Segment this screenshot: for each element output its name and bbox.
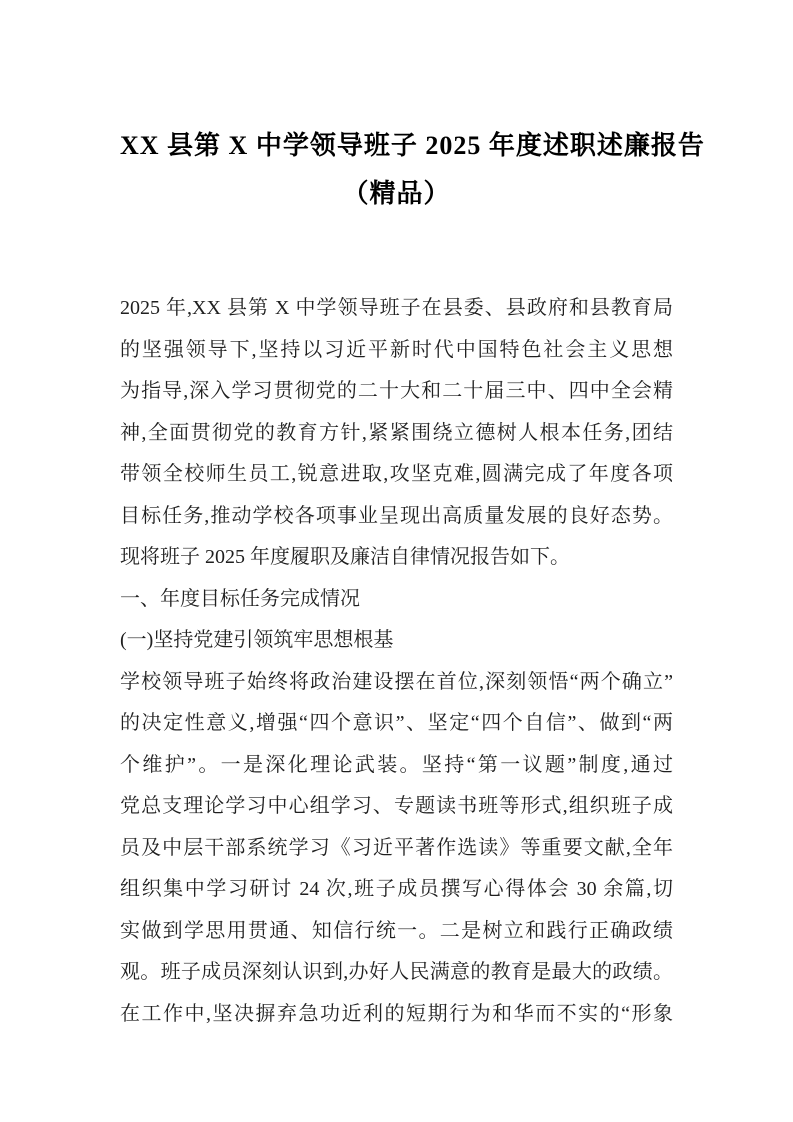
- document-content: [120, 0, 705, 1035]
- body-line: 组织集中学习研讨 24 次,班子成员撰写心得体会 30 余篇,切: [120, 878, 673, 900]
- body-line: 实做到学思用贯通、知信行统一。二是树立和践行正确政绩: [120, 919, 673, 942]
- body-line: 在工作中,坚决摒弃急功近利的短期行为和华而不实的“形象: [120, 1002, 673, 1025]
- body-line: 学校领导班子始终将政治建设摆在首位,深刻领悟“两个确立”: [120, 670, 673, 693]
- body-line: 个维护”。一是深化理论武装。坚持“第一议题”制度,通过: [120, 753, 673, 776]
- document-body: [120, 288, 673, 1035]
- body-line: 带领全校师生员工,锐意进取,攻坚克难,圆满完成了年度各项: [120, 463, 673, 485]
- body-line: 现将班子 2025 年度履职及廉洁自律情况报告如下。: [120, 546, 570, 568]
- body-line: 2025 年,XX 县第 X 中学领导班子在县委、县政府和县教育局: [120, 297, 673, 319]
- subsection-heading: (一)坚持党建引领筑牢思想根基: [120, 629, 394, 651]
- body-line: 的坚强领导下,坚持以习近平新时代中国特色社会主义思想: [120, 338, 673, 361]
- section-heading: 一、年度目标任务完成情况: [120, 587, 360, 610]
- body-line: 目标任务,推动学校各项事业呈现出高质量发展的良好态势。: [120, 504, 673, 527]
- body-line: 神,全面贯彻党的教育方针,紧紧围绕立德树人根本任务,团结: [120, 421, 673, 444]
- body-line: 的决定性意义,增强“四个意识”、坚定“四个自信”、做到“两: [120, 712, 673, 734]
- body-line: 党总支理论学习中心组学习、专题读书班等形式,组织班子成: [120, 795, 673, 817]
- body-line: 观。班子成员深刻认识到,办好人民满意的教育是最大的政绩。: [120, 961, 673, 983]
- body-line: 员及中层干部系统学习《习近平著作选读》等重要文献,全年: [120, 836, 673, 859]
- document-title-line-2: （精品）: [342, 179, 451, 208]
- body-line: 为指导,深入学习贯彻党的二十大和二十届三中、四中全会精: [120, 380, 673, 402]
- document-title-line-1: XX 县第 X 中学领导班子 2025 年度述职述廉报告: [120, 131, 705, 160]
- document-title: [120, 0, 705, 218]
